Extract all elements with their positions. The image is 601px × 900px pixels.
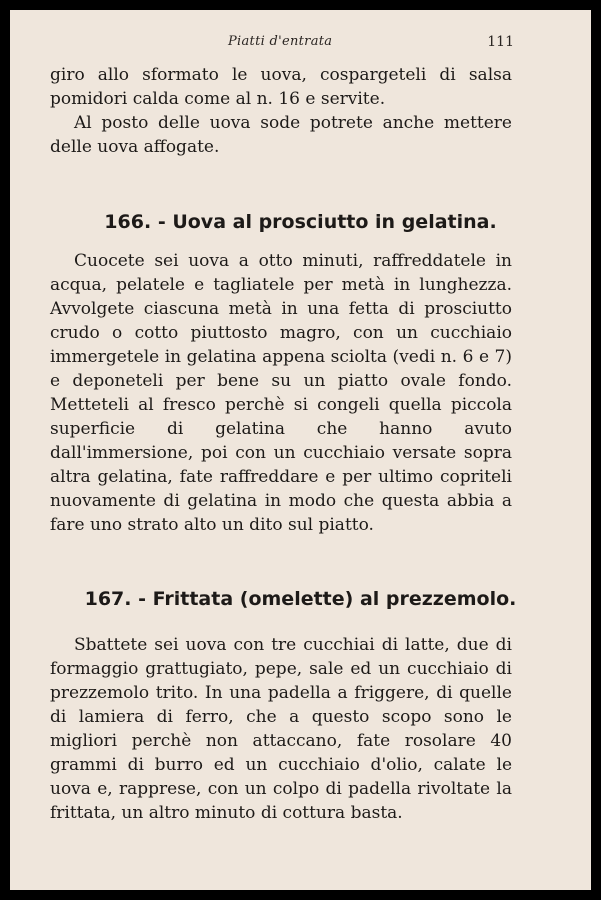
running-title: Piatti d'entrata: [228, 34, 333, 49]
recipe-166-body: Cuocete sei uova a otto minuti, raffreddatele in acqua, pelatele e tagliatele per metà in lunghezza. Avvolgete ciascuna metà in una fetta di prosciutto crudo o cotto piuttosto magro, con un cucchiaio immergetele in gelatina appena sciolta (vedi n. 6 e 7) e deponeteli per bene su un piatto ovale fondo. Metteteli al fresco perchè si congeli quella piccola superficie di gelatina che hanno avuto dall'immersione, poi con un cucchiaio versate sopra altra gelatina, fate raffreddare e per ultimo copriteli nuovamente di gelatina in modo che questa abbia a fare uno strato alto un dito sul piatto.: [50, 251, 512, 535]
recipe-166-dash: -: [157, 211, 166, 233]
recipe-166-heading: [10, 211, 591, 233]
recipe-167-title: Frittata (omelette) al prezzemolo.: [152, 588, 517, 610]
recipe-167-heading: [10, 588, 591, 610]
recipe-167-body: Sbattete sei uova con tre cucchiai di latte, due di formaggio grattugiato, pepe, sale ed un cucchiaio di prezzemolo trito. In una padella a friggere, di quelle di lamiera di ferro, che a questo scopo sono le migliori perchè non attaccano, fate rosolare 40 grammi di burro ed un cucchiaio d'olio, calate le uova e, rapprese, con un colpo di padella rivoltate la frittata, un altro minuto di cottura basta.: [50, 635, 512, 823]
recipe-167-number: 167.: [84, 588, 132, 610]
book-page: [10, 10, 591, 890]
recipe-167-dash: -: [138, 588, 146, 610]
recipe-166-number: 166.: [104, 211, 152, 233]
page-number: 111: [487, 34, 514, 50]
running-header: [10, 34, 591, 54]
continued-paragraph: giro allo sformato le uova, cospargeteli di salsa pomidori calda come al n. 16 e servite.: [50, 65, 512, 109]
recipe-166-title: Uova al prosciutto in gelatina.: [172, 211, 497, 233]
note-paragraph: Al posto delle uova sode potrete anche mettere delle uova affogate.: [50, 113, 512, 157]
